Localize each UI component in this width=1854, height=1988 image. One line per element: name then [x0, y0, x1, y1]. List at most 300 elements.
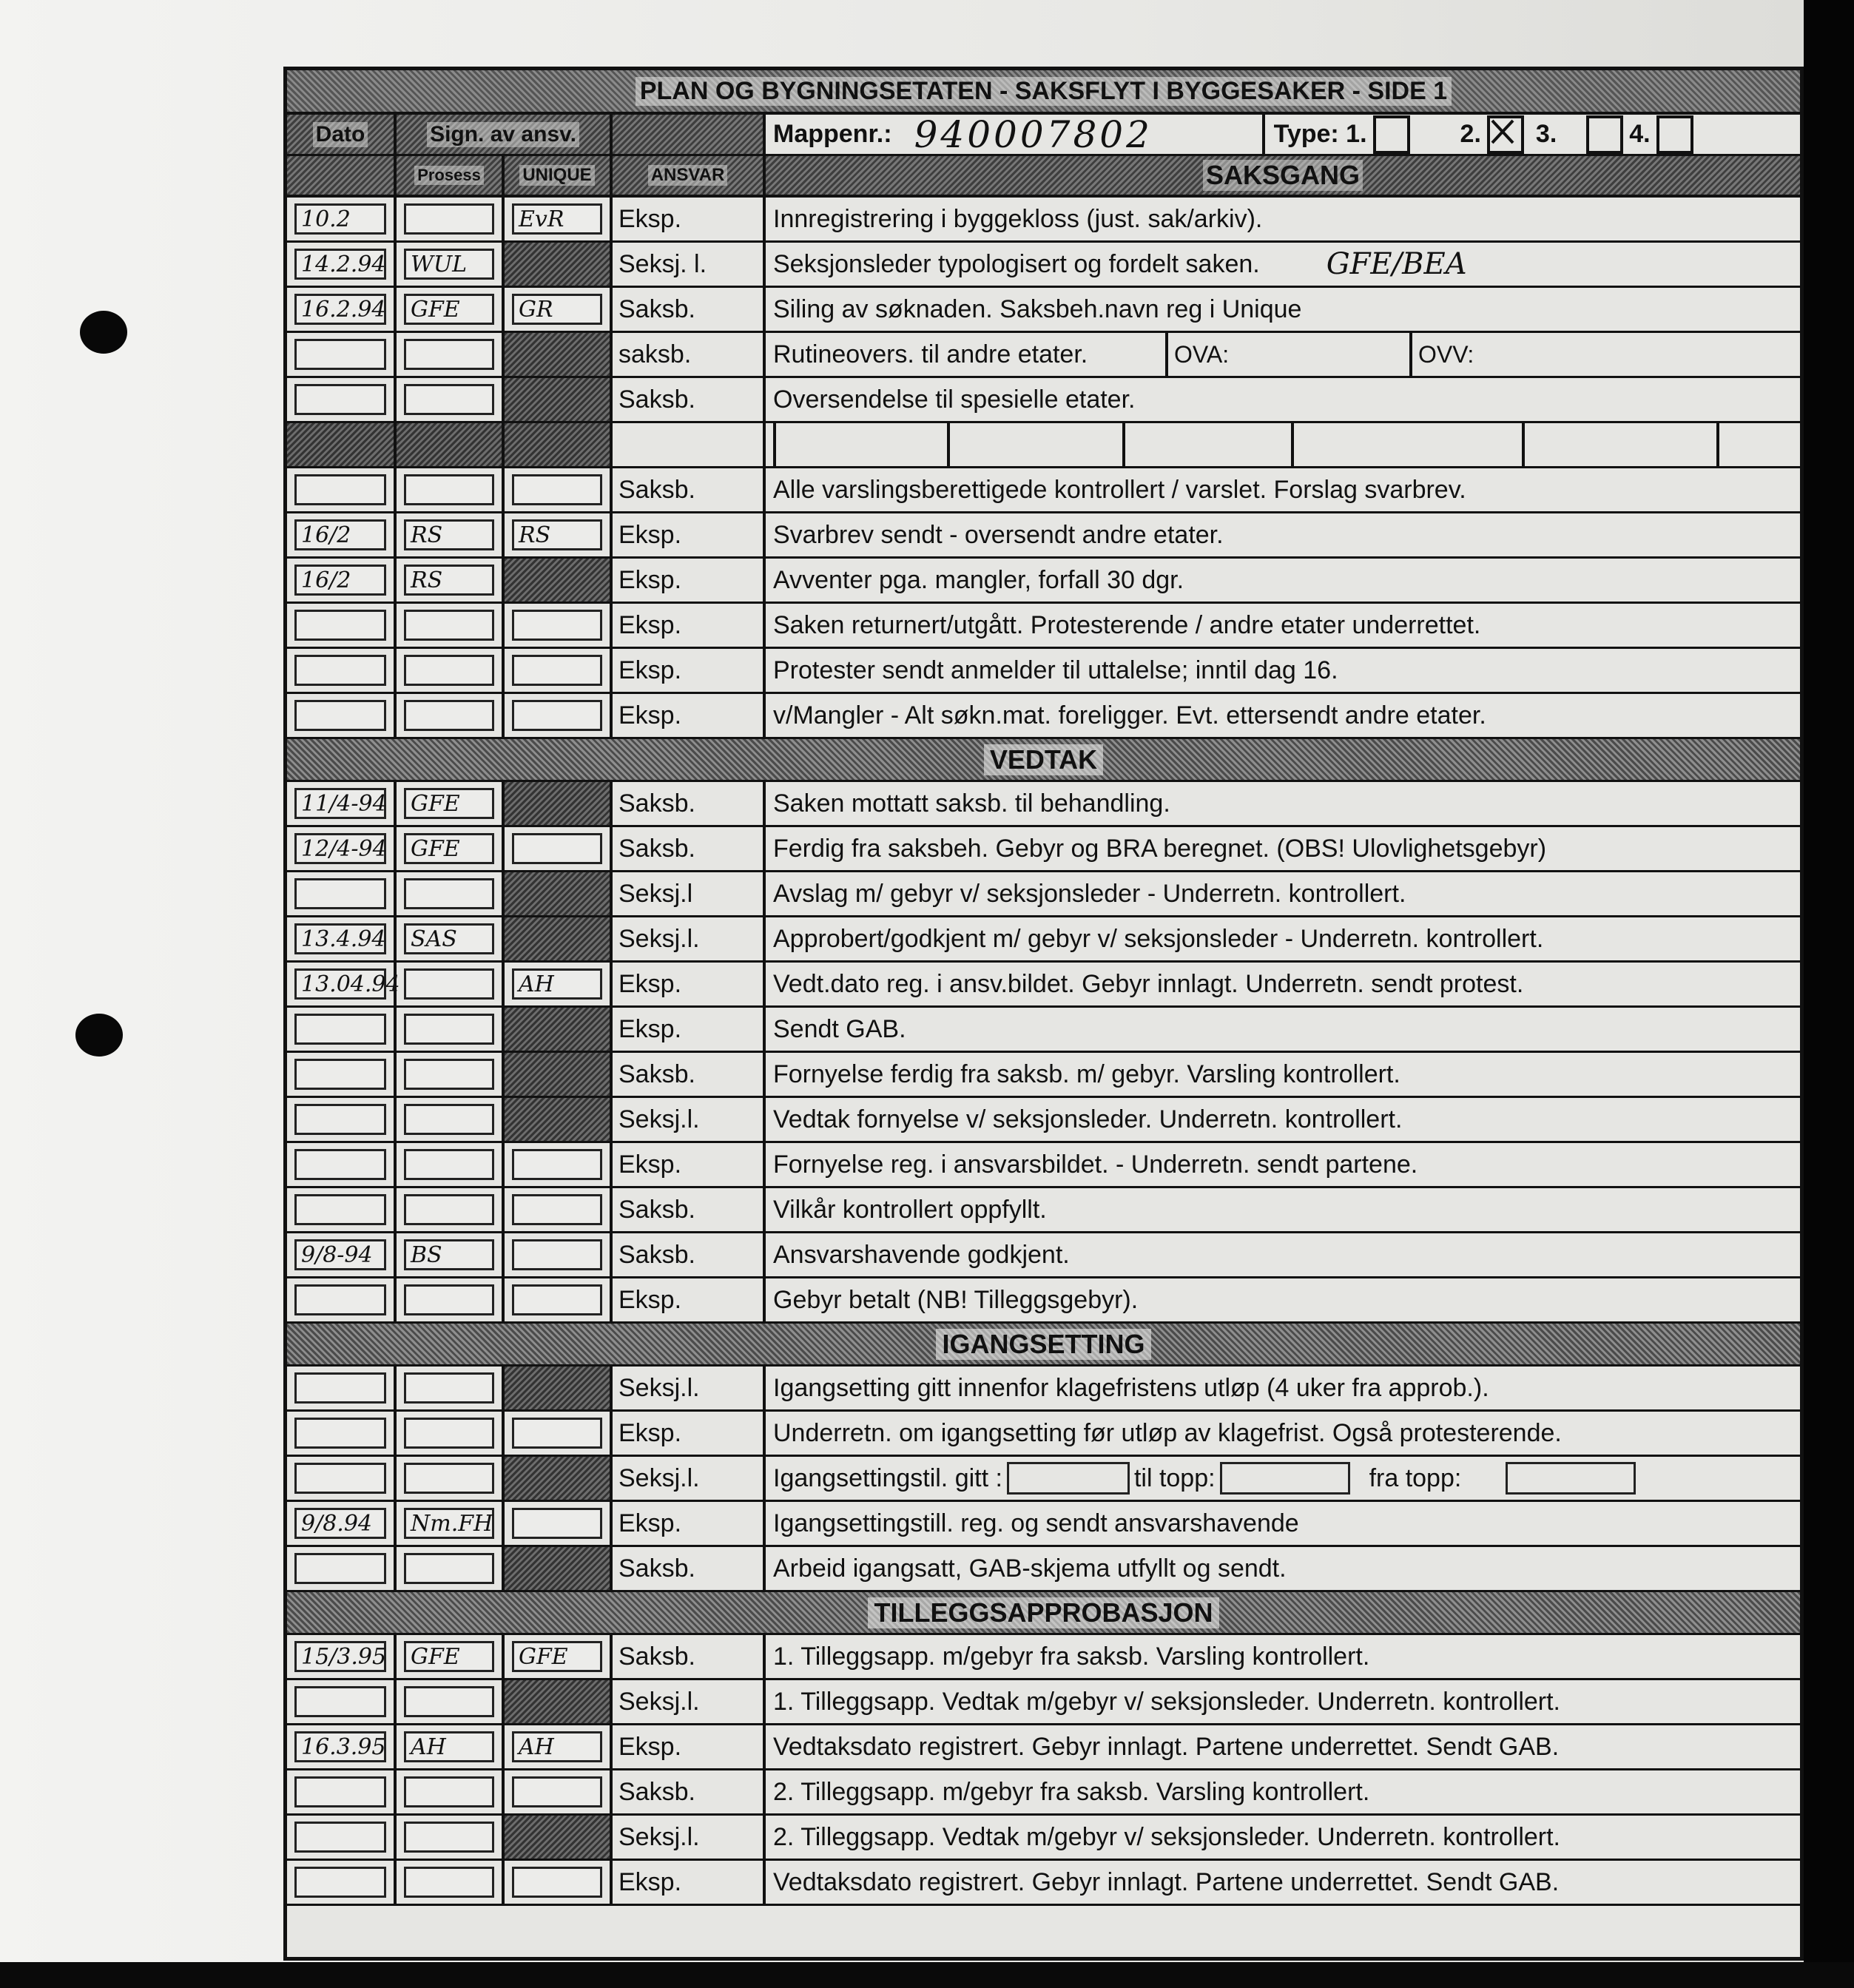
table-row [287, 198, 1800, 243]
date-cell-field[interactable] [294, 1104, 386, 1135]
table-row [287, 1233, 1800, 1278]
header-ansvar-label: ANSVAR [648, 165, 728, 186]
unique-cell-field[interactable] [512, 1194, 602, 1225]
date-cell-field[interactable]: 13.4.94 [294, 923, 386, 954]
header-ansvar [613, 156, 766, 195]
section-igangsetting-text: IGANGSETTING [936, 1329, 1150, 1360]
table-row [287, 782, 1800, 827]
date-cell-field[interactable]: 11/4-94 [294, 788, 386, 819]
date-cell-field[interactable] [294, 1822, 386, 1853]
etat-slot[interactable] [1291, 423, 1300, 466]
step-text: Fornyelse reg. i ansvarsbildet. - Underretn. sendt partene. [773, 1150, 1418, 1179]
step-text: Alle varslingsberettigede kontrollert / varslet. Forslag svarbrev. [773, 475, 1466, 504]
date-cell-field[interactable]: 16.3.95 [294, 1731, 386, 1762]
table-row [287, 1547, 1800, 1592]
ansvar-cell: Eksp. [613, 1412, 766, 1455]
sign-cell-field[interactable] [404, 1104, 494, 1135]
unique-cell-field[interactable] [512, 1418, 602, 1449]
date-cell-field[interactable]: 16/2 [294, 565, 386, 596]
step-description [766, 513, 1800, 556]
step-description [766, 1457, 1800, 1500]
table-row [287, 1816, 1800, 1861]
mappenr-value[interactable]: 940007802 [914, 113, 1265, 156]
sign-cell-field[interactable] [404, 1284, 494, 1315]
step-description [766, 963, 1800, 1005]
step-text: Igangsettingstill. reg. og sendt ansvarshavende [773, 1509, 1299, 1537]
header-sign [397, 115, 613, 156]
date-cell-field[interactable] [294, 655, 386, 686]
unique-cell [505, 243, 613, 286]
type-3-label: 3. [1535, 120, 1557, 148]
sign-cell [397, 1098, 505, 1141]
step-text: Seksjonsleder typologisert og fordelt saken. [773, 249, 1260, 278]
sign-cell-field[interactable]: RS [404, 565, 494, 596]
step-description [766, 1502, 1800, 1545]
ansvar-cell: Saksb. [613, 1053, 766, 1096]
ansvar-cell: Eksp. [613, 559, 766, 602]
table-row [287, 963, 1800, 1008]
unique-cell [505, 1008, 613, 1051]
sign-cell-field[interactable]: SAS [404, 923, 494, 954]
ansvar-cell: Eksp. [613, 1278, 766, 1321]
date-cell-field[interactable] [294, 700, 386, 731]
step-description [766, 1008, 1800, 1051]
sign-cell-field[interactable]: GFE [404, 788, 494, 819]
unique-cell [505, 1367, 613, 1409]
date-cell [287, 1278, 397, 1321]
step-text: Avslag m/ gebyr v/ seksjonsleder - Underretn. kontrollert. [773, 879, 1406, 908]
date-cell-field[interactable] [294, 1418, 386, 1449]
date-cell [287, 1770, 397, 1813]
unique-cell [505, 378, 613, 421]
type-2-checkbox[interactable] [1487, 115, 1524, 154]
sign-cell-field[interactable] [404, 610, 494, 641]
ansvar-cell: Seksj.l [613, 872, 766, 915]
sign-cell-field[interactable] [404, 474, 494, 505]
table-row [287, 1367, 1800, 1412]
unique-cell-field[interactable] [512, 1149, 602, 1180]
unique-cell [505, 1547, 613, 1590]
step-description [766, 782, 1800, 825]
sign-cell-field[interactable] [404, 339, 494, 370]
table-row [287, 333, 1800, 378]
table-row [287, 423, 1800, 468]
step-description [766, 604, 1800, 647]
unique-cell-field[interactable]: GFE [512, 1641, 602, 1672]
date-cell-field[interactable]: 10.2 [294, 203, 386, 235]
table-row [287, 559, 1800, 604]
unique-cell [505, 604, 613, 647]
sign-cell-field[interactable] [404, 1014, 494, 1045]
sign-cell-field[interactable]: AH [404, 1731, 494, 1762]
date-cell [287, 1098, 397, 1141]
step-description [766, 288, 1800, 331]
form-title-text: PLAN OG BYGNINGSETATEN - SAKSFLYT I BYGGESAKER - SIDE 1 [636, 77, 1452, 106]
date-cell-field[interactable]: 9/8-94 [294, 1239, 386, 1270]
step-description [766, 1412, 1800, 1455]
date-cell [287, 1008, 397, 1051]
step-description [766, 1143, 1800, 1186]
date-cell-field[interactable]: 9/8.94 [294, 1508, 386, 1539]
step-text: v/Mangler - Alt søkn.mat. foreligger. Evt. ettersendt andre etater. [773, 701, 1486, 730]
step-text: Underretn. om igangsetting før utløp av klagefrist. Også protesterende. [773, 1418, 1562, 1447]
step-description [766, 1635, 1800, 1678]
unique-cell [505, 963, 613, 1005]
table-row [287, 288, 1800, 333]
check-x-icon [1490, 118, 1515, 145]
sign-cell-field[interactable]: GFE [404, 1641, 494, 1672]
til-topp-field[interactable] [1220, 1462, 1350, 1495]
step-text: Approbert/godkjent m/ gebyr v/ seksjonsleder - Underretn. kontrollert. [773, 924, 1544, 953]
step-text: 2. Tilleggsapp. m/gebyr fra saksb. Varsling kontrollert. [773, 1777, 1370, 1806]
sign-cell [397, 963, 505, 1005]
date-cell-field[interactable] [294, 1149, 386, 1180]
unique-cell-field[interactable] [512, 1508, 602, 1539]
unique-cell-field[interactable]: AH [512, 1731, 602, 1762]
til-topp-label: til topp: [1133, 1463, 1216, 1492]
unique-cell [505, 1725, 613, 1768]
ansvar-cell: Eksp. [613, 1861, 766, 1904]
table-row [287, 1502, 1800, 1547]
date-cell [287, 1635, 397, 1678]
ansvar-cell: Eksp. [613, 1143, 766, 1186]
sign-cell-field[interactable] [404, 1867, 494, 1898]
step-description [766, 1098, 1800, 1141]
ovv-field[interactable]: OVV: [1409, 333, 1727, 376]
sign-cell-field[interactable]: BS [404, 1239, 494, 1270]
sign-cell [397, 649, 505, 692]
unique-cell [505, 288, 613, 331]
sign-cell [397, 288, 505, 331]
step-description [766, 1053, 1800, 1096]
header-unique [505, 156, 613, 195]
date-cell-field[interactable] [294, 878, 386, 909]
table-row [287, 1053, 1800, 1098]
step-description [766, 872, 1800, 915]
date-cell [287, 1861, 397, 1904]
sign-cell [397, 604, 505, 647]
sign-cell-field[interactable] [404, 1418, 494, 1449]
ansvar-cell: Seksj.l. [613, 1816, 766, 1859]
sign-cell [397, 1816, 505, 1859]
sign-cell [397, 559, 505, 602]
unique-cell [505, 694, 613, 737]
date-cell-field[interactable] [294, 1059, 386, 1090]
date-cell [287, 1547, 397, 1590]
shaded-cell [287, 423, 397, 466]
form-title [287, 70, 1800, 115]
sign-cell-field[interactable]: RS [404, 519, 494, 550]
step-text: 1. Tilleggsapp. Vedtak m/gebyr v/ seksjonsleder. Underretn. kontrollert. [773, 1687, 1560, 1716]
punch-hole-top [80, 311, 127, 354]
date-cell-field[interactable]: 14.2.94 [294, 249, 386, 280]
step-description [766, 243, 1800, 286]
date-cell [287, 333, 397, 376]
section-vedtak-text: VEDTAK [984, 744, 1103, 775]
date-cell [287, 827, 397, 870]
table-row [287, 1098, 1800, 1143]
table-row [287, 872, 1800, 917]
unique-cell [505, 559, 613, 602]
sign-cell-field[interactable] [404, 1149, 494, 1180]
date-cell [287, 917, 397, 960]
sign-cell [397, 1725, 505, 1768]
unique-cell-field[interactable] [512, 833, 602, 864]
unique-cell-field[interactable] [512, 700, 602, 731]
sign-cell-field[interactable]: GFE [404, 294, 494, 325]
date-cell-field[interactable] [294, 1776, 386, 1807]
igangsetting-field[interactable] [1007, 1462, 1130, 1495]
type-4-checkbox[interactable] [1656, 115, 1693, 154]
sign-cell [397, 1635, 505, 1678]
step-description [766, 1725, 1800, 1768]
unique-cell [505, 827, 613, 870]
step-text: Igangsettingstil. gitt : [773, 1463, 1002, 1492]
sign-cell [397, 1770, 505, 1813]
sign-cell-field[interactable] [404, 1686, 494, 1717]
ansvar-cell: Saksb. [613, 288, 766, 331]
date-cell-field[interactable] [294, 1014, 386, 1045]
etat-slot[interactable] [773, 423, 782, 466]
unique-cell [505, 1053, 613, 1096]
date-cell-field[interactable] [294, 339, 386, 370]
section-igangsetting [287, 1324, 1800, 1367]
type-2-label: 2. [1460, 120, 1481, 148]
punch-hole-bottom [75, 1014, 123, 1057]
mappenr-row [766, 112, 1800, 156]
sign-cell [397, 782, 505, 825]
step-text: Protester sendt anmelder til uttalelse; inntil dag 16. [773, 656, 1338, 684]
step-description [766, 1547, 1800, 1590]
sign-cell-field[interactable] [404, 1372, 494, 1404]
form-header [287, 112, 1800, 198]
ansvar-cell: Saksb. [613, 1770, 766, 1813]
table-row [287, 1188, 1800, 1233]
ansvar-cell: Seksj.l. [613, 1098, 766, 1141]
unique-cell-field[interactable] [512, 1239, 602, 1270]
sign-cell [397, 1367, 505, 1409]
table-row [287, 1143, 1800, 1188]
sign-cell-field[interactable]: WUL [404, 249, 494, 280]
unique-cell [505, 1502, 613, 1545]
type-4-label: 4. [1629, 120, 1651, 148]
step-text: Saken returnert/utgått. Protesterende / andre etater underrettet. [773, 610, 1481, 639]
section-tilleggsapprobasjon-text: TILLEGGSAPPROBASJON [868, 1597, 1218, 1628]
date-cell [287, 243, 397, 286]
sign-cell [397, 1412, 505, 1455]
step-text: Sendt GAB. [773, 1014, 906, 1043]
unique-cell-field[interactable] [512, 610, 602, 641]
table-row [287, 513, 1800, 559]
date-cell-field[interactable] [294, 1867, 386, 1898]
sign-cell [397, 1502, 505, 1545]
sign-cell [397, 1143, 505, 1186]
step-text: Vedtak fornyelse v/ seksjonsleder. Underretn. kontrollert. [773, 1105, 1403, 1133]
date-cell [287, 1367, 397, 1409]
sign-cell [397, 378, 505, 421]
unique-cell [505, 513, 613, 556]
unique-cell [505, 1680, 613, 1723]
scan-border-right [1804, 0, 1854, 1988]
date-cell [287, 468, 397, 511]
unique-cell-field[interactable]: RS [512, 519, 602, 550]
sign-cell-field[interactable] [404, 655, 494, 686]
date-cell-field[interactable]: 15/3.95 [294, 1641, 386, 1672]
etat-slot[interactable] [947, 423, 956, 466]
saksgang-heading-text: SAKSGANG [1203, 160, 1363, 191]
date-cell [287, 1816, 397, 1859]
sign-cell [397, 917, 505, 960]
step-text: Siling av søknaden. Saksbeh.navn reg i Unique [773, 294, 1302, 323]
table-row [287, 1278, 1800, 1324]
type-3-checkbox[interactable] [1586, 115, 1623, 154]
date-cell [287, 1188, 397, 1231]
ansvar-cell: Eksp. [613, 604, 766, 647]
date-cell-field[interactable]: 13.04.94 [294, 968, 386, 1000]
sign-cell-field[interactable] [404, 968, 494, 1000]
step-text: Vedtaksdato registrert. Gebyr innlagt. Partene underrettet. Sendt GAB. [773, 1867, 1560, 1896]
table-row [287, 1861, 1800, 1906]
date-cell-field[interactable]: 16.2.94 [294, 294, 386, 325]
step-description [766, 468, 1800, 511]
date-cell-field[interactable] [294, 1553, 386, 1584]
ansvar-cell: Saksb. [613, 378, 766, 421]
date-cell-field[interactable] [294, 384, 386, 415]
ansvar-cell: Eksp. [613, 963, 766, 1005]
date-cell-field[interactable] [294, 1463, 386, 1494]
unique-cell-field[interactable]: AH [512, 968, 602, 1000]
unique-cell [505, 1770, 613, 1813]
date-cell [287, 963, 400, 1005]
sign-cell-field[interactable] [404, 203, 494, 235]
unique-cell-field[interactable] [512, 1867, 602, 1898]
ansvar-cell: Saksb. [613, 1635, 766, 1678]
ova-field[interactable]: OVA: [1165, 333, 1409, 376]
unique-cell [505, 198, 613, 240]
date-cell-field[interactable] [294, 1686, 386, 1717]
sign-cell [397, 198, 505, 240]
date-cell-field[interactable] [294, 1284, 386, 1315]
ansvar-cell: Eksp. [613, 694, 766, 737]
unique-cell [505, 649, 613, 692]
date-cell [287, 1680, 397, 1723]
date-cell-field[interactable] [294, 1372, 386, 1404]
sign-cell [397, 1547, 505, 1590]
ansvar-cell: Saksb. [613, 1188, 766, 1231]
step-text: Vedt.dato reg. i ansv.bildet. Gebyr innlagt. Underretn. sendt protest. [773, 969, 1524, 998]
sign-cell-field[interactable] [404, 1822, 494, 1853]
header-sign-label: Sign. av ansv. [427, 122, 579, 147]
date-cell-field[interactable]: 12/4-94 [294, 833, 386, 864]
table-row [287, 1412, 1800, 1457]
ansvar-cell: Seksj.l. [613, 1367, 766, 1409]
step-text: Rutineovers. til andre etater. [773, 340, 1088, 368]
ansvar-cell: Seksj.l. [613, 917, 766, 960]
sign-cell [397, 513, 505, 556]
step-description [766, 333, 1800, 376]
date-cell-field[interactable] [294, 610, 386, 641]
ansvar-cell: saksb. [613, 333, 766, 376]
date-cell-field[interactable] [294, 1194, 386, 1225]
ansvar-cell: Saksb. [613, 468, 766, 511]
date-cell-field[interactable]: 16/2 [294, 519, 386, 550]
ansvar-cell: Eksp. [613, 1725, 766, 1768]
unique-cell-field[interactable] [512, 474, 602, 505]
sign-cell-field[interactable] [404, 878, 494, 909]
sign-cell [397, 243, 505, 286]
step-text: 2. Tilleggsapp. Vedtak m/gebyr v/ seksjonsleder. Underretn. kontrollert. [773, 1822, 1560, 1851]
sign-cell [397, 872, 505, 915]
sign-cell [397, 694, 505, 737]
sign-cell [397, 333, 505, 376]
unique-cell [505, 1098, 613, 1141]
step-text: Oversendelse til spesielle etater. [773, 385, 1136, 414]
date-cell [287, 378, 397, 421]
date-cell [287, 559, 397, 602]
unique-cell-field[interactable] [512, 1776, 602, 1807]
sign-cell [397, 1008, 505, 1051]
sign-cell-field[interactable]: GFE [404, 833, 494, 864]
ansvar-cell: Seksj.l. [613, 1457, 766, 1500]
sign-cell-field[interactable]: Nm.FH [404, 1508, 494, 1539]
unique-cell-field[interactable]: EvR [512, 203, 602, 235]
sign-cell-field[interactable] [404, 700, 494, 731]
sign-cell [397, 1053, 505, 1096]
table-row [287, 917, 1800, 963]
unique-cell [505, 1861, 613, 1904]
header-dato-label: Dato [313, 122, 368, 147]
sign-cell-field[interactable] [404, 1194, 494, 1225]
sign-cell-field[interactable] [404, 1776, 494, 1807]
step-description [766, 649, 1800, 692]
etat-slot[interactable] [1522, 423, 1531, 466]
table-row [287, 1725, 1800, 1770]
step-description [766, 1367, 1800, 1409]
etat-slot[interactable] [1716, 423, 1725, 466]
sign-cell-field[interactable] [404, 1059, 494, 1090]
date-cell [287, 1502, 397, 1545]
step-text: Svarbrev sendt - oversendt andre etater. [773, 520, 1224, 549]
sign-cell [397, 1861, 505, 1904]
unique-cell-field[interactable] [512, 1284, 602, 1315]
step-description [766, 378, 1800, 421]
table-row [287, 827, 1800, 872]
step-text: Fornyelse ferdig fra saksb. m/ gebyr. Varsling kontrollert. [773, 1059, 1400, 1088]
date-cell [287, 1053, 397, 1096]
fra-topp-field[interactable] [1506, 1462, 1636, 1495]
date-cell [287, 1725, 397, 1768]
unique-cell [505, 1635, 613, 1678]
unique-cell-field[interactable] [512, 655, 602, 686]
sign-cell [397, 1278, 505, 1321]
step-description [766, 1278, 1800, 1321]
table-row [287, 378, 1800, 423]
step-description [766, 1770, 1800, 1813]
shaded-cell [397, 423, 505, 466]
sign-cell-field[interactable] [404, 1553, 494, 1584]
saksflyt-form [283, 67, 1804, 1961]
type-1-checkbox[interactable] [1373, 115, 1410, 154]
unique-cell-field[interactable]: GR [512, 294, 602, 325]
step-description [766, 694, 1800, 737]
saksgang-heading [766, 156, 1800, 195]
etat-slot[interactable] [1122, 423, 1131, 466]
sign-cell-field[interactable] [404, 384, 494, 415]
step-description [766, 559, 1800, 602]
sign-cell [397, 468, 505, 511]
sign-cell-field[interactable] [404, 1463, 494, 1494]
date-cell-field[interactable] [294, 474, 386, 505]
